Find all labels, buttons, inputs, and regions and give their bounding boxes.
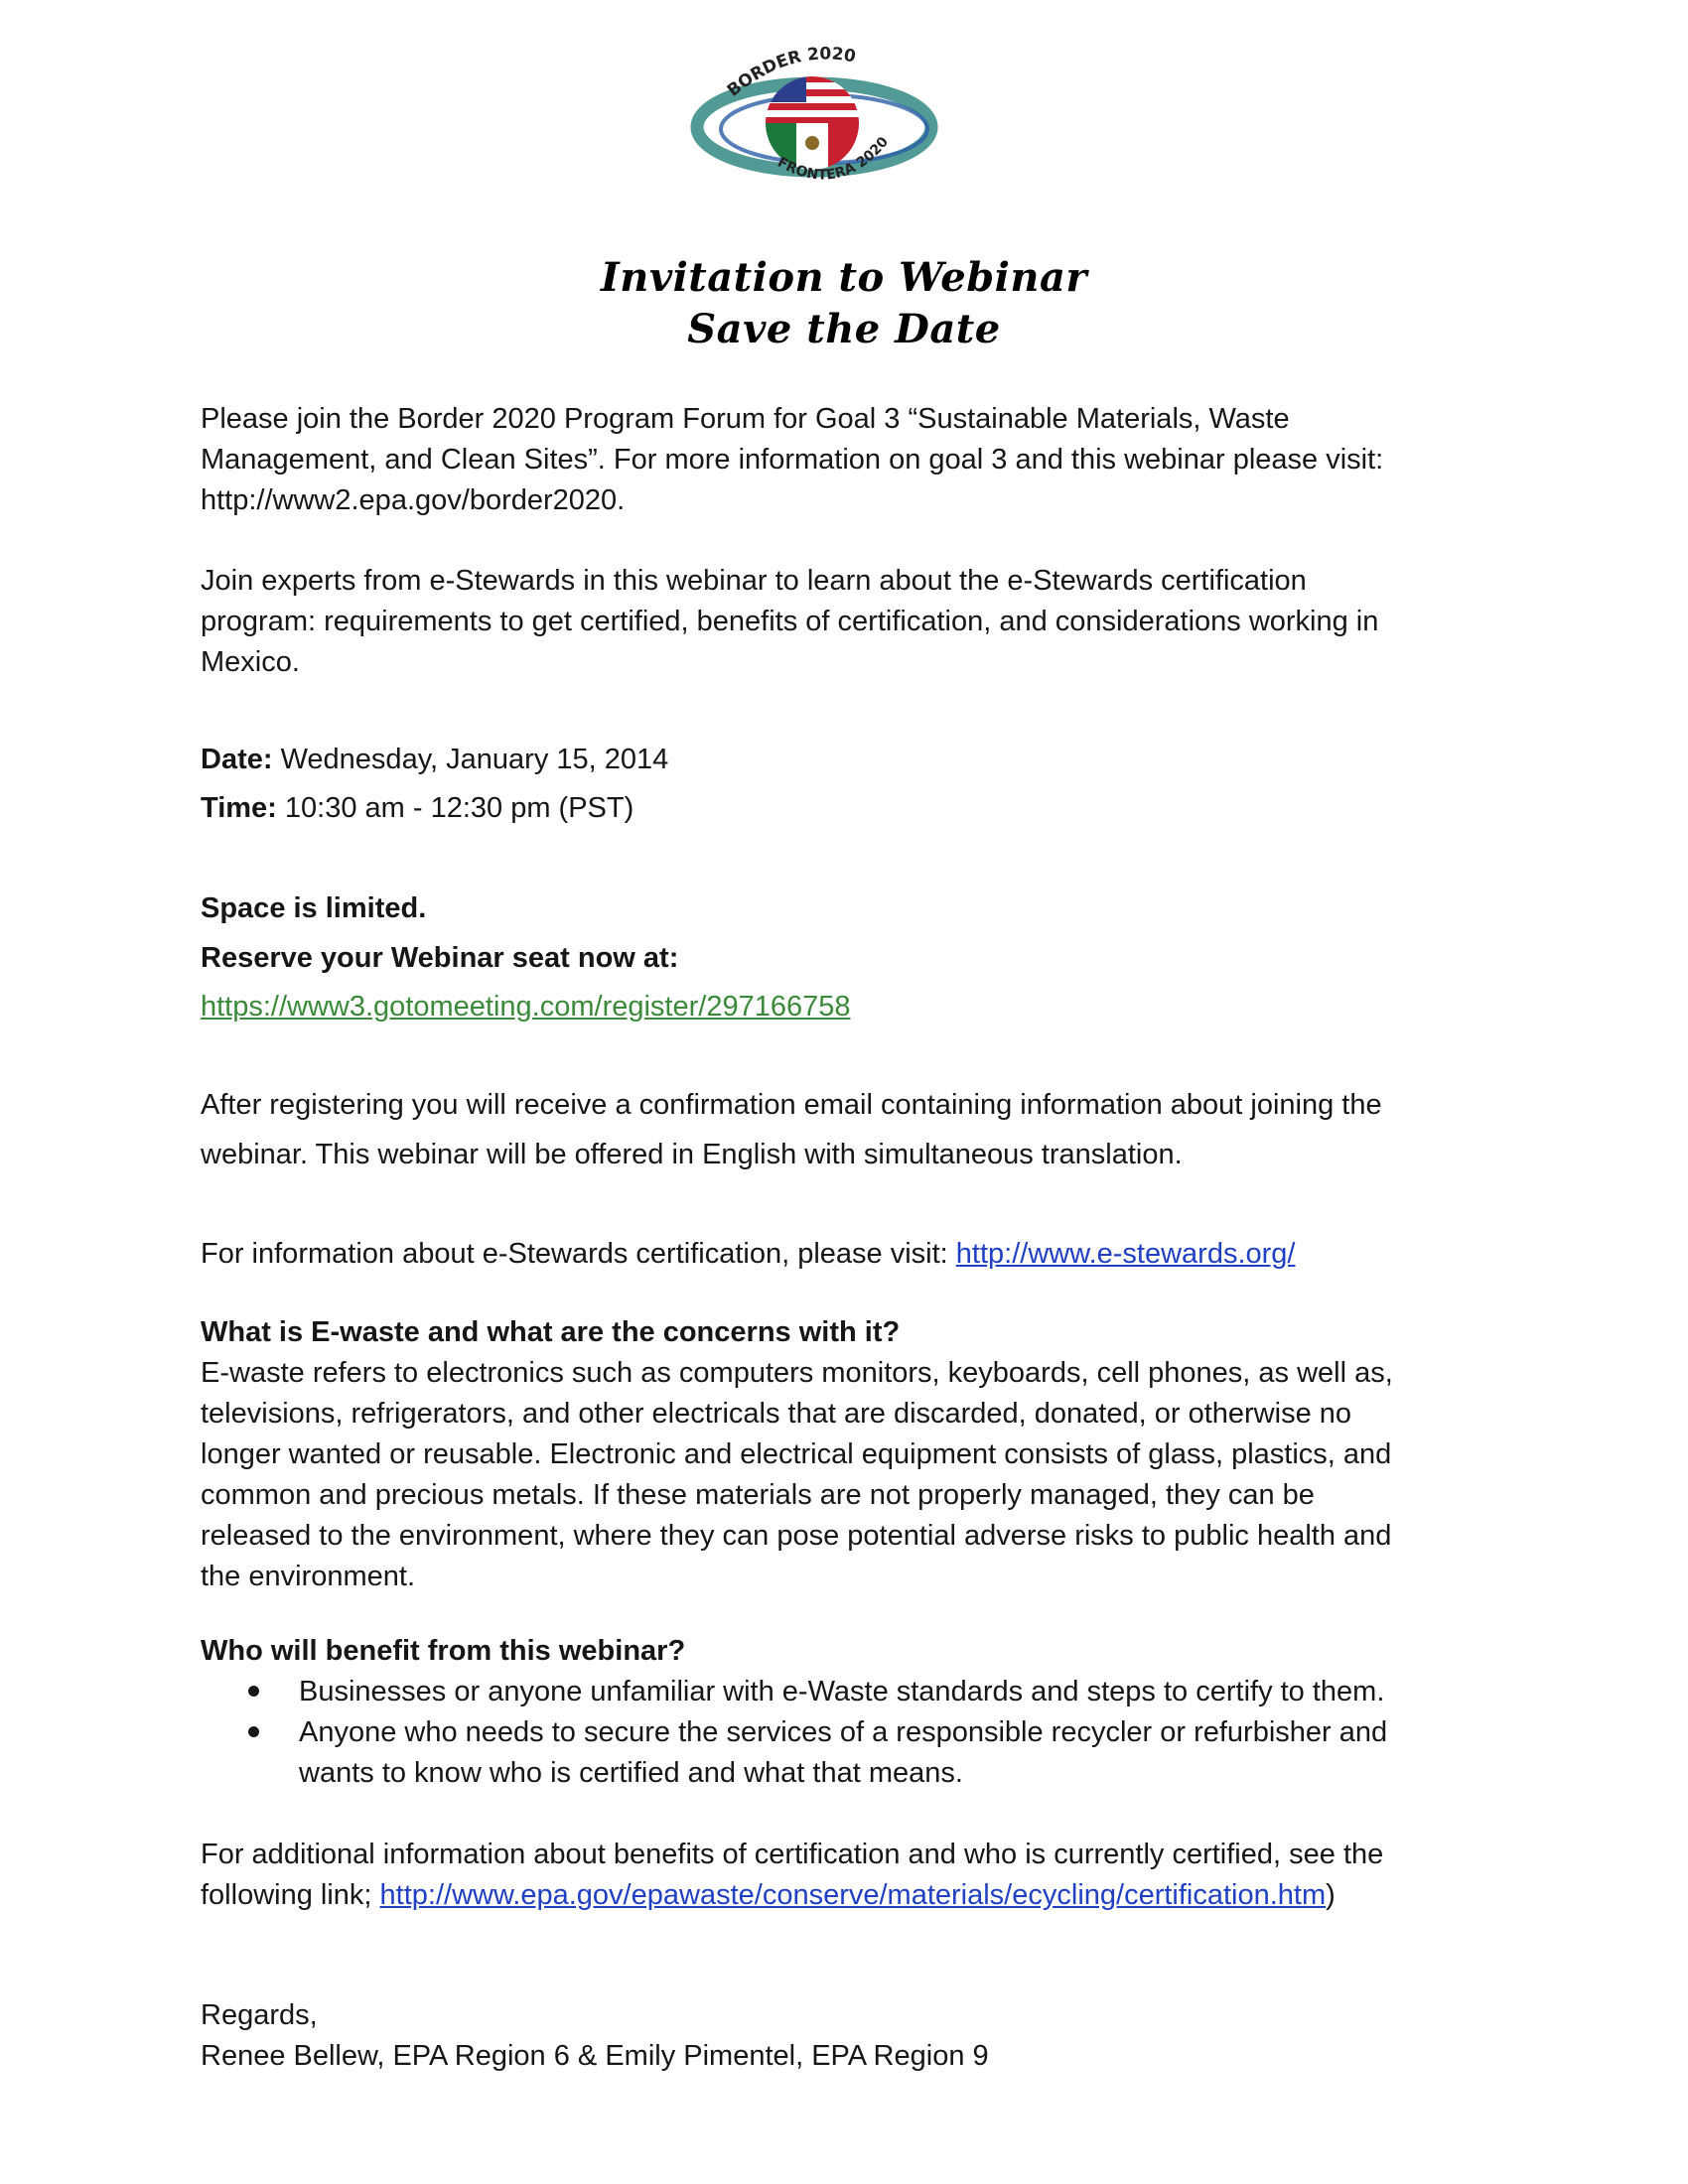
ewaste-section — [201, 1312, 1491, 1597]
estewards-info-text: For information about e-Stewards certification, please visit: — [201, 1238, 956, 1270]
list-item — [248, 1672, 1489, 1712]
logo-top-text: BORDER 2020 — [723, 44, 858, 101]
ewaste-line: E-waste refers to electronics such as computers monitors, keyboards, cell phones, as well as, — [201, 1357, 1393, 1389]
date-value: Wednesday, January 15, 2014 — [272, 744, 669, 775]
ewaste-heading: What is E-waste and what are the concerns with it? — [201, 1316, 901, 1348]
title-line-1: Invitation to Webinar — [601, 254, 1087, 301]
benefit-heading: Who will benefit from this webinar? — [201, 1635, 686, 1667]
bullet-icon — [248, 1726, 259, 1737]
time-line — [201, 788, 1491, 829]
logo-bottom-text: FRONTERA 2020 — [774, 134, 893, 184]
ewaste-line: televisions, refrigerators, and other electricals that are discarded, donated, or otherwise no — [201, 1398, 1352, 1430]
time-value: 10:30 am - 12:30 pm (PST) — [276, 792, 634, 824]
list-item — [248, 1712, 1489, 1794]
estewards-info-line — [201, 1234, 1491, 1275]
register-link[interactable]: https://www3.gotomeeting.com/register/297166758 — [201, 991, 851, 1023]
register-link-line — [201, 987, 1491, 1027]
intro-line: http://www2.epa.gov/border2020. — [201, 484, 626, 516]
additional-info — [201, 1835, 1491, 1916]
regards-text: Regards, — [201, 1999, 318, 2031]
additional-prefix: following link; — [201, 1879, 380, 1911]
benefit-list — [248, 1672, 1489, 1794]
date-label: Date: — [201, 744, 273, 775]
bullet-icon — [248, 1686, 259, 1697]
benefit-item-text: Businesses or anyone unfamiliar with e-Waste standards and steps to certify to them. — [299, 1676, 1385, 1707]
additional-suffix: ) — [1326, 1879, 1336, 1911]
ewaste-line: longer wanted or reusable. Electronic and electrical equipment consists of glass, plastics, and — [201, 1438, 1392, 1470]
ewaste-line: released to the environment, where they can pose potential adverse risks to public health and — [201, 1520, 1392, 1552]
experts-line: Mexico. — [201, 646, 300, 678]
signature-text: Renee Bellew, EPA Region 6 & Emily Pimentel, EPA Region 9 — [201, 2040, 989, 2072]
closing — [201, 1995, 1491, 2077]
space-limited-text: Space is limited. — [201, 892, 427, 924]
after-registering-line-1: After registering you will receive a confirmation email containing information about joining the — [201, 1089, 1382, 1121]
title-line-2: Save the Date — [687, 306, 1001, 352]
intro-line: Please join the Border 2020 Program Forum for Goal 3 “Sustainable Materials, Waste — [201, 403, 1290, 435]
experts-paragraph — [201, 561, 1491, 683]
benefit-item-text: Anyone who needs to secure the services of a responsible recycler or refurbisher and — [299, 1716, 1388, 1748]
estewards-link[interactable]: http://www.e-stewards.org/ — [955, 1238, 1296, 1270]
additional-line-1: For additional information about benefits of certification and who is currently certified, see the — [201, 1839, 1384, 1870]
after-registering-line-2: webinar. This webinar will be offered in English with simultaneous translation. — [201, 1139, 1183, 1170]
intro-paragraph — [201, 399, 1491, 521]
time-label: Time: — [201, 792, 277, 824]
intro-line: Management, and Clean Sites”. For more information on goal 3 and this webinar please visit: — [201, 444, 1384, 476]
additional-line-2 — [201, 1875, 1491, 1916]
reserve-prompt: Reserve your Webinar seat now at: — [201, 942, 679, 974]
border-2020-logo — [685, 36, 945, 205]
ewaste-line: common and precious metals. If these materials are not properly managed, they can be — [201, 1479, 1315, 1511]
experts-line: Join experts from e-Stewards in this webinar to learn about the e-Stewards certification — [201, 565, 1307, 597]
certification-link[interactable]: http://www.epa.gov/epawaste/conserve/materials/ecycling/certification.htm — [379, 1879, 1327, 1911]
experts-line: program: requirements to get certified, benefits of certification, and considerations working in — [201, 606, 1379, 637]
date-line — [201, 740, 1491, 780]
benefit-item-text: wants to know who is certified and what that means. — [299, 1757, 963, 1789]
ewaste-line: the environment. — [201, 1561, 416, 1592]
